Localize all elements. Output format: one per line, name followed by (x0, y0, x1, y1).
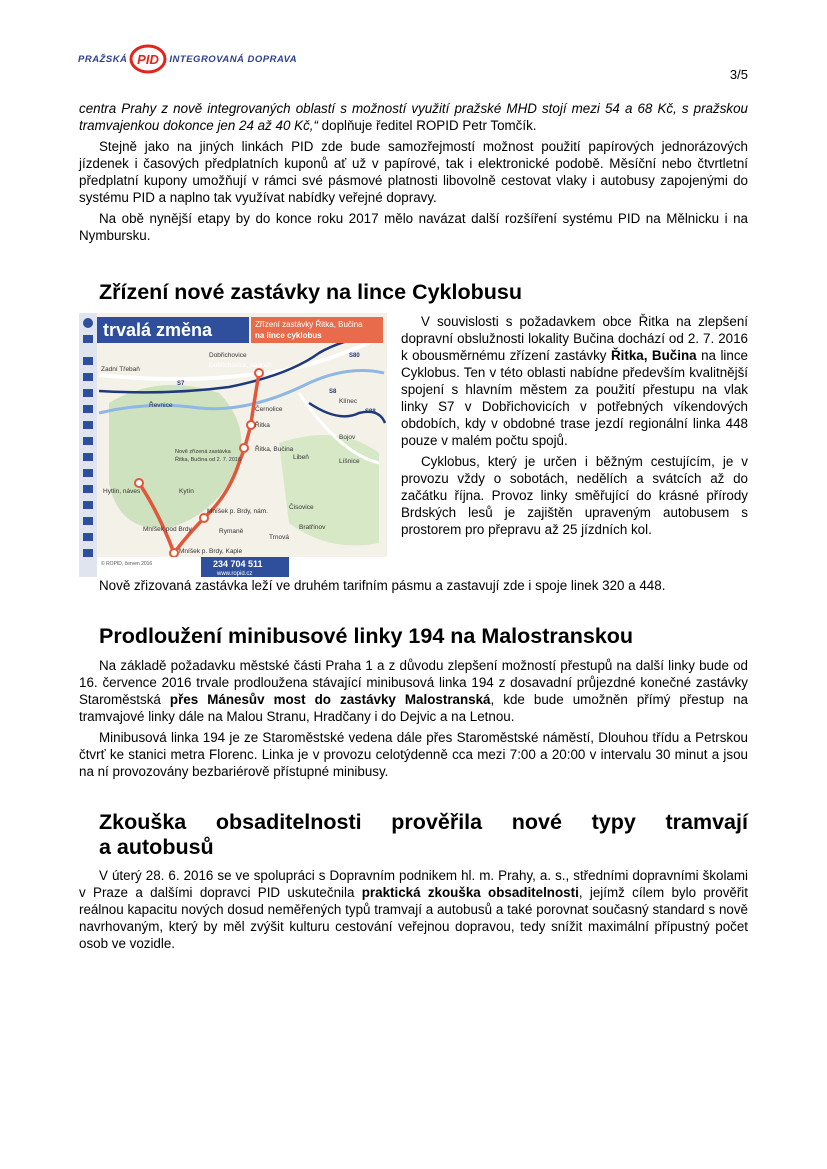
map-road-label-3: S88 (365, 409, 376, 415)
heading-line-1: Zkouška obsaditelnosti prověřila nové typy tramvají (99, 810, 748, 834)
map-label-7: Mníšek pod Brdy (143, 526, 192, 533)
logo-text-right: INTEGROVANÁ DOPRAVA (169, 53, 298, 65)
map-label-18: Bratřínov (299, 524, 326, 531)
stop-ritka (247, 421, 255, 429)
map-label-8: Mníšek p. Brdy, nám. (207, 508, 268, 515)
cyklobus-paragraph-2: Cyklobus, který je určen i běžným cestujícím, je v provozu vždy o sobotách, nedělích a svátcích až do začátku října. Provoz linky směřující do krásné přírody Brdských lesů je zajištěn upraveným autobusem s prostorem pro přepravu až 25 jízdních kol. (401, 454, 748, 537)
stop-ritka-bucina (240, 444, 248, 452)
map-label-11: Čisovice (289, 504, 314, 511)
stop-mnisek-kaple (170, 549, 178, 557)
page-number: 3/5 (729, 67, 748, 82)
map-label-3: Řevnice (149, 402, 173, 409)
map-road-label-1: S80 (349, 353, 360, 359)
logo-text-left: PRAŽSKÁ (78, 53, 128, 65)
map-label-0: Dobřichovice (209, 352, 247, 359)
cyklobus-route-map (79, 313, 387, 577)
map-label-14: Líšnice (339, 458, 360, 465)
cyklobus-paragraph-3: Nově zřizovaná zastávka leží ve druhém tarifním pásmu a zastavují zde i spoje linek 320 a 448. (99, 578, 666, 593)
map-phone: 234 704 511 (213, 559, 263, 569)
stop-name-ritka-bucina: Řitka, Bučina (610, 348, 697, 363)
map-label-2: Zadní Třebaň (101, 366, 140, 373)
map-label-10: Hytlin, náves (103, 488, 141, 495)
logo-mark-text: PID (137, 52, 160, 67)
map-web: www.ropid.cz (217, 571, 253, 577)
map-label-6: Řitka, Bučina (255, 446, 294, 453)
map-label-9: Mníšek p. Brdy, Kaple (179, 548, 243, 555)
tram-icon (83, 335, 93, 343)
map-callout-2: na lince cyklobus (255, 331, 322, 340)
zkouska-highlight: praktická zkouška obsaditelnosti (361, 885, 579, 900)
linka-194-paragraph-1: Na základě požadavku městské části Praha 1 a z důvodu zlepšení možností přestupů na další linky bude od 16. července 2016 trvale prodloužena stávající minibusová linka 194 z dosavadní průjezdné konečné zastávky Staroměstská přes Mánesův most do zastávky Malostranská, kde bude umožněn přímý přestup na tramvajové linky dále na Malou Stranu, Hradčany i do Dejvic a na Letnou. (79, 658, 748, 724)
map-label-4: Černolice (255, 406, 283, 413)
zkouska-paragraph-1: V úterý 28. 6. 2016 se ve spolupráci s Dopravním podnikem hl. m. Prahy, a. s., středními dopravními školami v Praze a dalšími dopravci PID uskutečnila praktická zkouška obsaditelnosti, jejímž cílem bylo prověřit reálnou kapacitu nových dosud neměřených typů tramvají a autobusů a také porovnat současný standard s nově navrhovaným, který by měl zvýšit kulturu cestování veřejnou dopravou, tedy snížit maximální přípustný počet osob ve vozidle. (79, 868, 749, 951)
map-label-19: Kytín (179, 488, 194, 495)
stop-mnisek-nam (200, 514, 208, 522)
map-label-1: Dobřichovice, nádraží (209, 362, 272, 369)
cyklobus-text (401, 313, 748, 542)
intro-paragraph-1 (79, 100, 748, 134)
map-credit: © ROPID, červen 2016 (101, 561, 153, 567)
intro-quote-tail: doplňuje ředitel ROPID Petr Tomčík. (317, 118, 537, 133)
map-label-13: Klínec (339, 398, 358, 405)
cyklobus-paragraph-1: V souvislosti s požadavkem obce Řitka na zlepšení dopravní obslužnosti lokality Bučina dochází od 2. 7. 2016 k obousměrnému zřízení zastávky Řitka, Bučina na lince Cyklobus. Ten v této oblasti nabídne především kvalitnější spojení s hlavním městem za použití přestupu na vlak linky S7 v Dobřichovicích v potřebných víkendových obdobích, kdy v obdobné trase jezdí regionální linka 448 pouze v malém počtu spojů. (401, 314, 748, 448)
map-banner-text: trvalá změna (103, 320, 213, 340)
map-callout-1: Zřízení zastávky Řitka, Bučina (255, 320, 363, 329)
map-road-label-2: S8 (329, 389, 337, 395)
map-label-5: Řitka (255, 422, 270, 429)
map-road-label-0: S7 (177, 381, 185, 387)
map-label-12: Bojov (339, 434, 356, 441)
heading-line-2: a autobusů (99, 835, 214, 859)
stop-dobrichovice-nadrazi (255, 369, 263, 377)
section-heading-linka-194: Prodloužení minibusové linky 194 na Malostranskou (99, 624, 634, 648)
intro-quote: centra Prahy z nově integrovaných oblastí s možností využití pražské MHD stojí mezi 54 a 68 Kč, s pražskou tramvajenkou dokonce jen 24 až 40 Kč,“ (79, 101, 748, 133)
section-heading-zkouska (79, 810, 748, 860)
bus-icon (83, 318, 93, 328)
linka-194-paragraph-2: Minibusová linka 194 je ze Staroměstské vedena dále přes Staroměstské náměstí, Dlouhou třídu a Petrskou čtvrť ke stanici metra Florenc. Linka je v provozu celotýdenně cca mezi 7:00 a 20:00 v intervalu 30 minut a jsou na ní provozovány bezbariérově přístupné minibusy. (79, 730, 748, 779)
section-heading-cyklobus: Zřízení nové zastávky na lince Cyklobusu (99, 280, 522, 304)
intro-paragraph-2: Stejně jako na jiných linkách PID zde bude samozřejmostí možnost použití papírových jednorázových jízdenek i časových předplatních kuponů ať už v papírové, tak i elektronické podobě. Měsíční nebo čtvrtletní předplatní kupony umožňují v rámci své pásmové platnosti libovolně cestovat vlaky i autobusy zapojenými do systému PID a naplno tak využívat nabídky veřejné dopravy. (79, 139, 748, 205)
map-new-stop-note-1: Nově zřízená zastávka (175, 449, 231, 455)
stop-hytlin (135, 479, 143, 487)
linka-194-highlight: přes Mánesův most do zastávky Malostranská (169, 692, 491, 707)
map-new-stop-note-2: Řitka, Bučina od 2. 7. 2016 (175, 457, 242, 463)
map-label-16: Trnová (269, 534, 289, 541)
pid-logo-icon (129, 44, 167, 74)
pid-logo (78, 44, 297, 74)
document-body (79, 100, 748, 956)
map-label-15: Rymaně (219, 528, 244, 535)
intro-paragraph-3: Na obě nynější etapy by do konce roku 2017 mělo navázat další rozšíření systému PID na Mělnicku i na Nymbursku. (79, 211, 748, 243)
map-label-17: Libeň (293, 454, 309, 461)
cyklobus-figure-row (79, 313, 748, 577)
